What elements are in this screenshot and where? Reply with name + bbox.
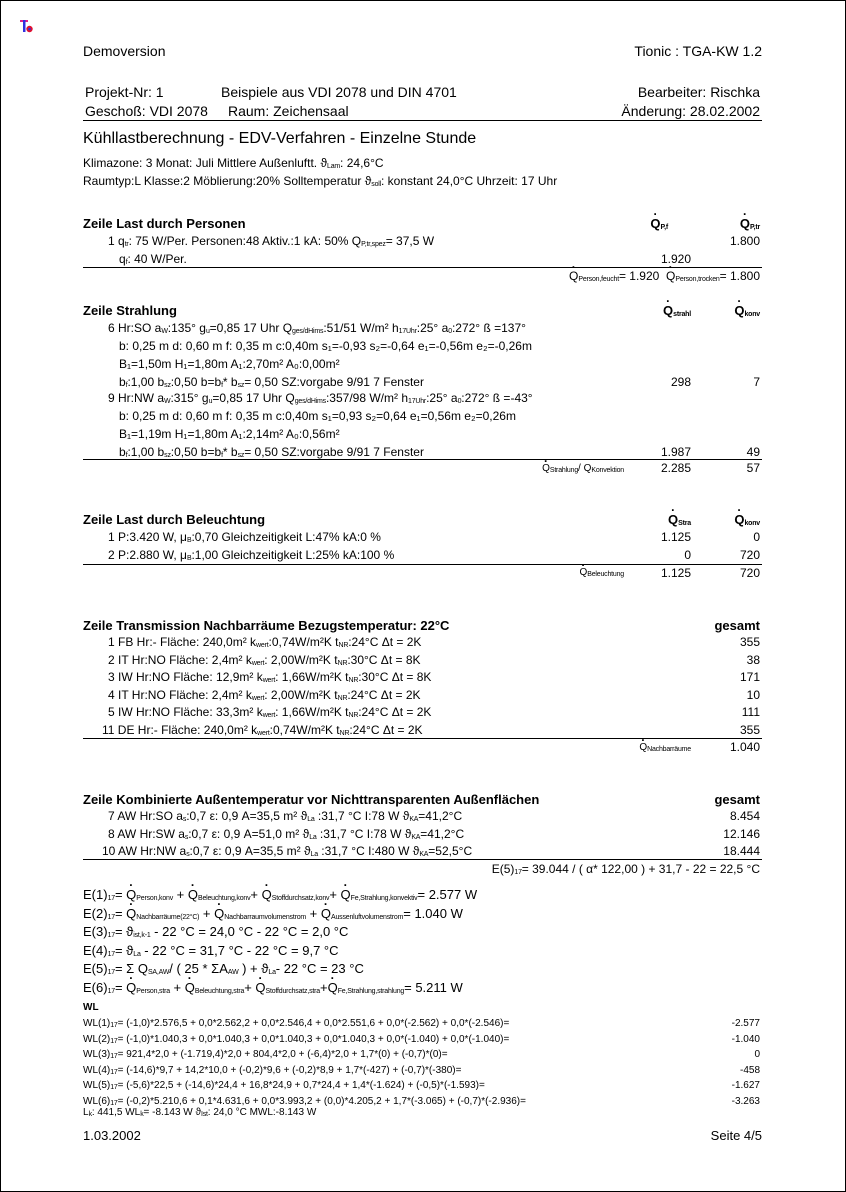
transmission-row-value: 355 bbox=[739, 722, 760, 737]
equation-row: $E(1)_{17}= \cdot Q_{Person,konv}$ + · $Q_{Beleuchtung,konv}+ \cdot Q_{Stoffdurchsatz,konv}+ \cdot Q_{Fe,Strahlung,konvektiv}= 2.577$ W bbox=[83, 887, 477, 902]
kombiniert-row: 10 AW Hr:NW $a_s:0,7$ ε: 0,9 A=35,5 m² $ϑ_{La}$ :31,7 °C I:480 W $ϑ_{KA}=52,5^\circ C$ bbox=[102, 844, 473, 858]
strahlung-item-qkonv: 7 bbox=[753, 375, 760, 389]
transmission-row: 1 FB Hr:- Fläche: 240,0m² $k_{wert}:0,74W$/m²K $t_{NR}:24^\circ C$ Δt = 2K bbox=[108, 635, 422, 649]
footer-date: 1.03.2002 bbox=[83, 1128, 141, 1143]
page-title: Kühllastberechnung - EDV-Verfahren - Einzelne Stunde bbox=[83, 130, 477, 147]
col-header-gesamt-trans: gesamt bbox=[714, 618, 760, 633]
wl-row-value: -1.627 bbox=[731, 1080, 760, 1091]
transmission-row: 3 IW Hr:NO Fläche: 12,9m² $k_{wert}$: 1,66W/m²K $t_{NR}:30^\circ C$ Δt = 8K bbox=[108, 670, 432, 684]
col-header-qpf: · $Q_{P,f}$ bbox=[650, 216, 668, 231]
col-header-qkonv-bel: · $Q_{konv}$ bbox=[734, 512, 760, 527]
personen-sum: · $Q_{Person,feucht}= 1.920 \cdot Q_{Person,trocken}= 1.800$ bbox=[569, 269, 760, 283]
wl-row-value: -2.577 bbox=[731, 1018, 760, 1029]
wl-row: $WL(2)_{17}= (-1,0)*1.040,3 + 0,0*1.040,3 + 0,0*1.040,3 + 0,0*1.040,3 + 0,0*(-1.040) + 0,0*(-1.040)=$ bbox=[83, 1033, 510, 1045]
beleuchtung-sum-stra: 1.125 bbox=[660, 566, 691, 580]
footer-page-number: Seite 4/5 bbox=[710, 1128, 762, 1143]
strahlung-sum-konv: 57 bbox=[746, 461, 760, 475]
kombiniert-divider bbox=[83, 859, 762, 860]
beleuchtung-row-qstra: 1.125 bbox=[660, 530, 691, 544]
wl-row: $WL(4)_{17}= (-14,6)*9,7 + 14,2*10,0 + (-0,2)*9,6 + (-0,2)*8,9 + 1,7*(-427) + (-0,7)*(-380)=$ bbox=[83, 1064, 462, 1076]
transmission-row: 11 DE Hr:- Fläche: 240,0m² $k_{wert}:0,74W$/m²K $t_{NR}:24^\circ C$ Δt = 2K bbox=[102, 722, 423, 737]
room: Raum: Zeichensaal bbox=[228, 103, 349, 119]
header-divider bbox=[83, 120, 762, 121]
beleuchtung-sum-label: · $Q_{Beleuchtung}$ bbox=[579, 567, 624, 578]
personen-row-1: 1 $q_{tr}$: 75 W/Per. Personen:48 Aktiv.:1 kA: 50% $Q_{P,tr,spez}= 37,5$ W bbox=[108, 234, 435, 248]
strahlung-item-line-1: 9 Hr:NW $a_W:315^\circ$ $g_u=0,85$ 17 Uhr $Q_{ges/dHims}:357/98$ W/m² $h_{17Uhr}:25^\circ$ $a_0:272^\circ$ ß =-43° bbox=[108, 391, 533, 405]
transmission-row-value: 171 bbox=[739, 670, 760, 684]
room-info: Raumtyp:L Klasse:2 Möblierung:20% Solltemperatur $ϑ_{soll}$: konstant 24,0°C Uhrzeit: 17 Uhr bbox=[83, 174, 558, 188]
beleuchtung-sum-konv: 720 bbox=[739, 566, 760, 580]
editor: Bearbeiter: Rischka bbox=[637, 84, 760, 100]
wl-row: $WL(1)_{17}= (-1,0)*2.576,5 + 0,0*2.562,2 + 0,0*2.546,4 + 0,0*2.551,6 + 0,0*(-2.562) + 0,0*(-2.546)=$ bbox=[83, 1018, 510, 1029]
section-heading-beleuchtung: Zeile Last durch Beleuchtung bbox=[83, 512, 266, 527]
transmission-row-value: 10 bbox=[746, 687, 760, 702]
strahlung-item-qstrahl: 1.987 bbox=[660, 445, 691, 459]
col-header-qkonv: · $Q_{konv}$ bbox=[734, 303, 760, 318]
equation-row: $E(2)_{17}= \cdot Q_{Nachbarräume(22^\circ C)}$ + · $Q_{Nachbarraumvolumenstrom}$ + · $Q_{Aussenluftvolumenstrom}= 1.040$ W bbox=[83, 906, 463, 921]
equation-row: $E(6)_{17}= \cdot Q_{Person,stra}$ + · $Q_{Beleuchtung,stra}+ \cdot Q_{Stoffdurchsatz,stra}+\cdot Q_{Fe,Strahlung,strahlung}= 5.211$ W bbox=[83, 980, 463, 995]
equation-row: $E(4)_{17}= ϑ_{La} - 22$ °C = 31,7 °C - 22 °C = 9,7 °C bbox=[83, 942, 339, 958]
transmission-sum: 1.040 bbox=[729, 740, 760, 754]
section-heading-kombiniert: Zeile Kombinierte Außentemperatur vor Nichttransparenten Außenflächen bbox=[83, 792, 540, 807]
beleuchtung-divider bbox=[83, 564, 762, 565]
transmission-row: 2 IT Hr:NO Fläche: 2,4m² $k_{wert}$: 2,00W/m²K $t_{NR}:30^\circ C$ Δt = 8K bbox=[108, 652, 421, 667]
beleuchtung-row-qkonv: 0 bbox=[753, 530, 760, 544]
strahlung-item-line-2: b: 0,25 m d: 0,60 m f: 0,35 m c:0,40m s₁=0,93 s₂=0,64 e₁=0,56m e₂=0,26m bbox=[119, 409, 516, 423]
strahlung-item-line-2: b: 0,25 m d: 0,60 m f: 0,35 m c:0,40m s₁=-0,93 s₂=-0,64 e₁=-0,56m e₂=-0,26m bbox=[119, 339, 532, 353]
wl-row: $WL(6)_{17}= (-0,2)*5.210,6 + 0,1*4.631,6 + 0,0*3.993,2 + (0,0)*4.205,2 + 1,7*(-3.065) + (-0,7)*(-2.936)=$ bbox=[83, 1095, 526, 1107]
equation-row: $E(5)_{17}= \Sigma$ $Q_{SA,AW}/$ ( $25 * \Sigma A_{AW}$ ) + $ϑ_{La}-$ 22 °C = 23 °C bbox=[83, 961, 364, 976]
kombiniert-row-value: 12.146 bbox=[723, 826, 760, 841]
col-header-qstrahl: · $Q_{strahl}$ bbox=[663, 303, 691, 318]
project-title: Beispiele aus VDI 2078 und DIN 4701 bbox=[221, 84, 457, 100]
personen-row-1-qptr: 1.800 bbox=[729, 234, 760, 248]
demo-label: Demoversion bbox=[83, 43, 166, 59]
strahlung-sum-strahl: 2.285 bbox=[660, 461, 691, 475]
beleuchtung-row-qkonv: 720 bbox=[739, 548, 760, 562]
wl-final: $L_k$: 441,5 $WL_k= -8.143$ W $ϑ_{Ist}$: 24,0 °C MWL:-8.143 W bbox=[83, 1107, 317, 1118]
kombiniert-row: 7 AW Hr:SO $a_s:0,7$ ε: 0,9 A=35,5 m² $ϑ_{La}$ :31,7 °C I:78 W $ϑ_{KA}=41,2^\circ C$ bbox=[108, 809, 463, 823]
transmission-row: 4 IT Hr:NO Fläche: 2,4m² $k_{wert}$: 2,00W/m²K $t_{NR}:24^\circ C$ Δt = 2K bbox=[108, 687, 421, 702]
section-heading-personen: Zeile Last durch Personen bbox=[83, 216, 246, 231]
strahlung-item-line-1: 6 Hr:SO $a_W:135^\circ$ $g_u=0,85$ 17 Uhr $Q_{ges/dHims}:51/51$ W/m² $h_{17Uhr}:25^\circ$ $a_0:272^\circ$ ß =137° bbox=[108, 321, 526, 335]
col-header-qptr: · $Q_{P,tr}$ bbox=[740, 216, 760, 231]
wl-row-value: -3.263 bbox=[731, 1095, 760, 1107]
strahlung-item-line-4: $b_f:1,00$ $b_{sz}:0,50$ $b=b_f*$ $b_{sz}= 0,50$ SZ:vorgabe 9/91 7 Fenster bbox=[119, 445, 424, 459]
personen-row-2-qpf: 1.920 bbox=[660, 252, 691, 266]
transmission-row: 5 IW Hr:NO Fläche: 33,3m² $k_{wert}$: 1,66W/m²K $t_{NR}:24^\circ C$ Δt = 2K bbox=[108, 705, 432, 719]
beleuchtung-row: 1 P:3.420 W, $\mu_B:0,70$ Gleichzeitigkeit L:47% kA:0 % bbox=[108, 530, 381, 544]
kombiniert-row: 8 AW Hr:SW $a_s:0,7$ ε: 0,9 A=51,0 m² $ϑ_{La}$ :31,7 °C I:78 W $ϑ_{KA}=41,2^\circ C$ bbox=[108, 826, 465, 841]
kombiniert-row-value: 8.454 bbox=[729, 809, 760, 823]
col-header-gesamt-komb: gesamt bbox=[714, 792, 760, 807]
transmission-divider bbox=[83, 738, 762, 739]
section-heading-transmission: Zeile Transmission Nachbarräume Bezugstemperatur: 22°C bbox=[83, 618, 450, 633]
transmission-row-value: 355 bbox=[739, 635, 760, 649]
wl-row-value: 0 bbox=[754, 1049, 760, 1060]
software-version: Tionic : TGA-KW 1.2 bbox=[634, 43, 762, 59]
wl-row: $WL(5)_{17}= (-5,6)*22,5 + (-14,6)*24,4 + 16,8*24,9 + 0,7*24,4 + 1,4*(-1.624) + (-0,5)*(-1.593)=$ bbox=[83, 1080, 485, 1091]
beleuchtung-row: 2 P:2.880 W, $\mu_B:1,00$ Gleichzeitigkeit L:25% kA:100 % bbox=[108, 548, 395, 562]
strahlung-item-qkonv: 49 bbox=[746, 445, 760, 459]
col-header-qstra: · $Q_{Stra}$ bbox=[668, 512, 691, 527]
personen-divider bbox=[83, 267, 762, 268]
strahlung-sum-label: · $Q_{Strahlung}/$ $Q_{Konvektion}$ bbox=[542, 463, 624, 474]
section-heading-strahlung: Zeile Strahlung bbox=[83, 303, 177, 318]
project-number: Projekt-Nr: 1 bbox=[85, 84, 164, 100]
strahlung-item-line-3: B₁=1,19m H₁=1,80m A₁:2,14m² A₀:0,56m² bbox=[119, 427, 340, 441]
change-date: Änderung: 28.02.2002 bbox=[621, 103, 760, 119]
transmission-row-value: 38 bbox=[746, 652, 760, 667]
wl-row-value: -458 bbox=[739, 1064, 760, 1076]
transmission-sum-label: · $Q_{Nachbarräume}$ bbox=[639, 742, 691, 753]
strahlung-divider bbox=[83, 459, 762, 460]
transmission-row-value: 111 bbox=[741, 705, 760, 719]
wl-row: $WL(3)_{17}= 921,4*2,0 + (-1.719,4)*2,0 + 804,4*2,0 + (-6,4)*2,0 + 1,7*(0) + (-0,7)*(0)=$ bbox=[83, 1049, 448, 1060]
strahlung-item-line-4: $b_f:1,00$ $b_{sz}:0,50$ $b=b_f*$ $b_{sz}= 0,50$ SZ:vorgabe 9/91 7 Fenster bbox=[119, 375, 424, 389]
wl-row-value: -1.040 bbox=[731, 1033, 760, 1045]
strahlung-item-qstrahl: 298 bbox=[670, 375, 691, 389]
strahlung-item-line-3: B₁=1,50m H₁=1,80m A₁:2,70m² A₀:0,00m² bbox=[119, 357, 340, 371]
floor: Geschoß: VDI 2078 bbox=[85, 103, 208, 119]
wl-heading: WL bbox=[83, 1002, 99, 1013]
beleuchtung-row-qstra: 0 bbox=[684, 548, 691, 562]
personen-row-2: $q_f$: 40 W/Per. bbox=[119, 252, 187, 266]
tionic-logo-icon bbox=[20, 20, 34, 34]
kombiniert-row-value: 18.444 bbox=[723, 844, 760, 858]
equation-row: $E(3)_{17}= ϑ_{ist,k-1} - 22$ °C = 24,0 °C - 22 °C = 2,0 °C bbox=[83, 924, 349, 939]
climate-info: Klimazone: 3 Monat: Juli Mittlere Außenluftt. $ϑ_{Lam}$: 24,6°C bbox=[83, 156, 384, 170]
kombiniert-formula: $E(5)_{17}= 39.044$ / ( α* 122,00 ) + 31,7 - 22 = 22,5 °C bbox=[491, 862, 760, 876]
